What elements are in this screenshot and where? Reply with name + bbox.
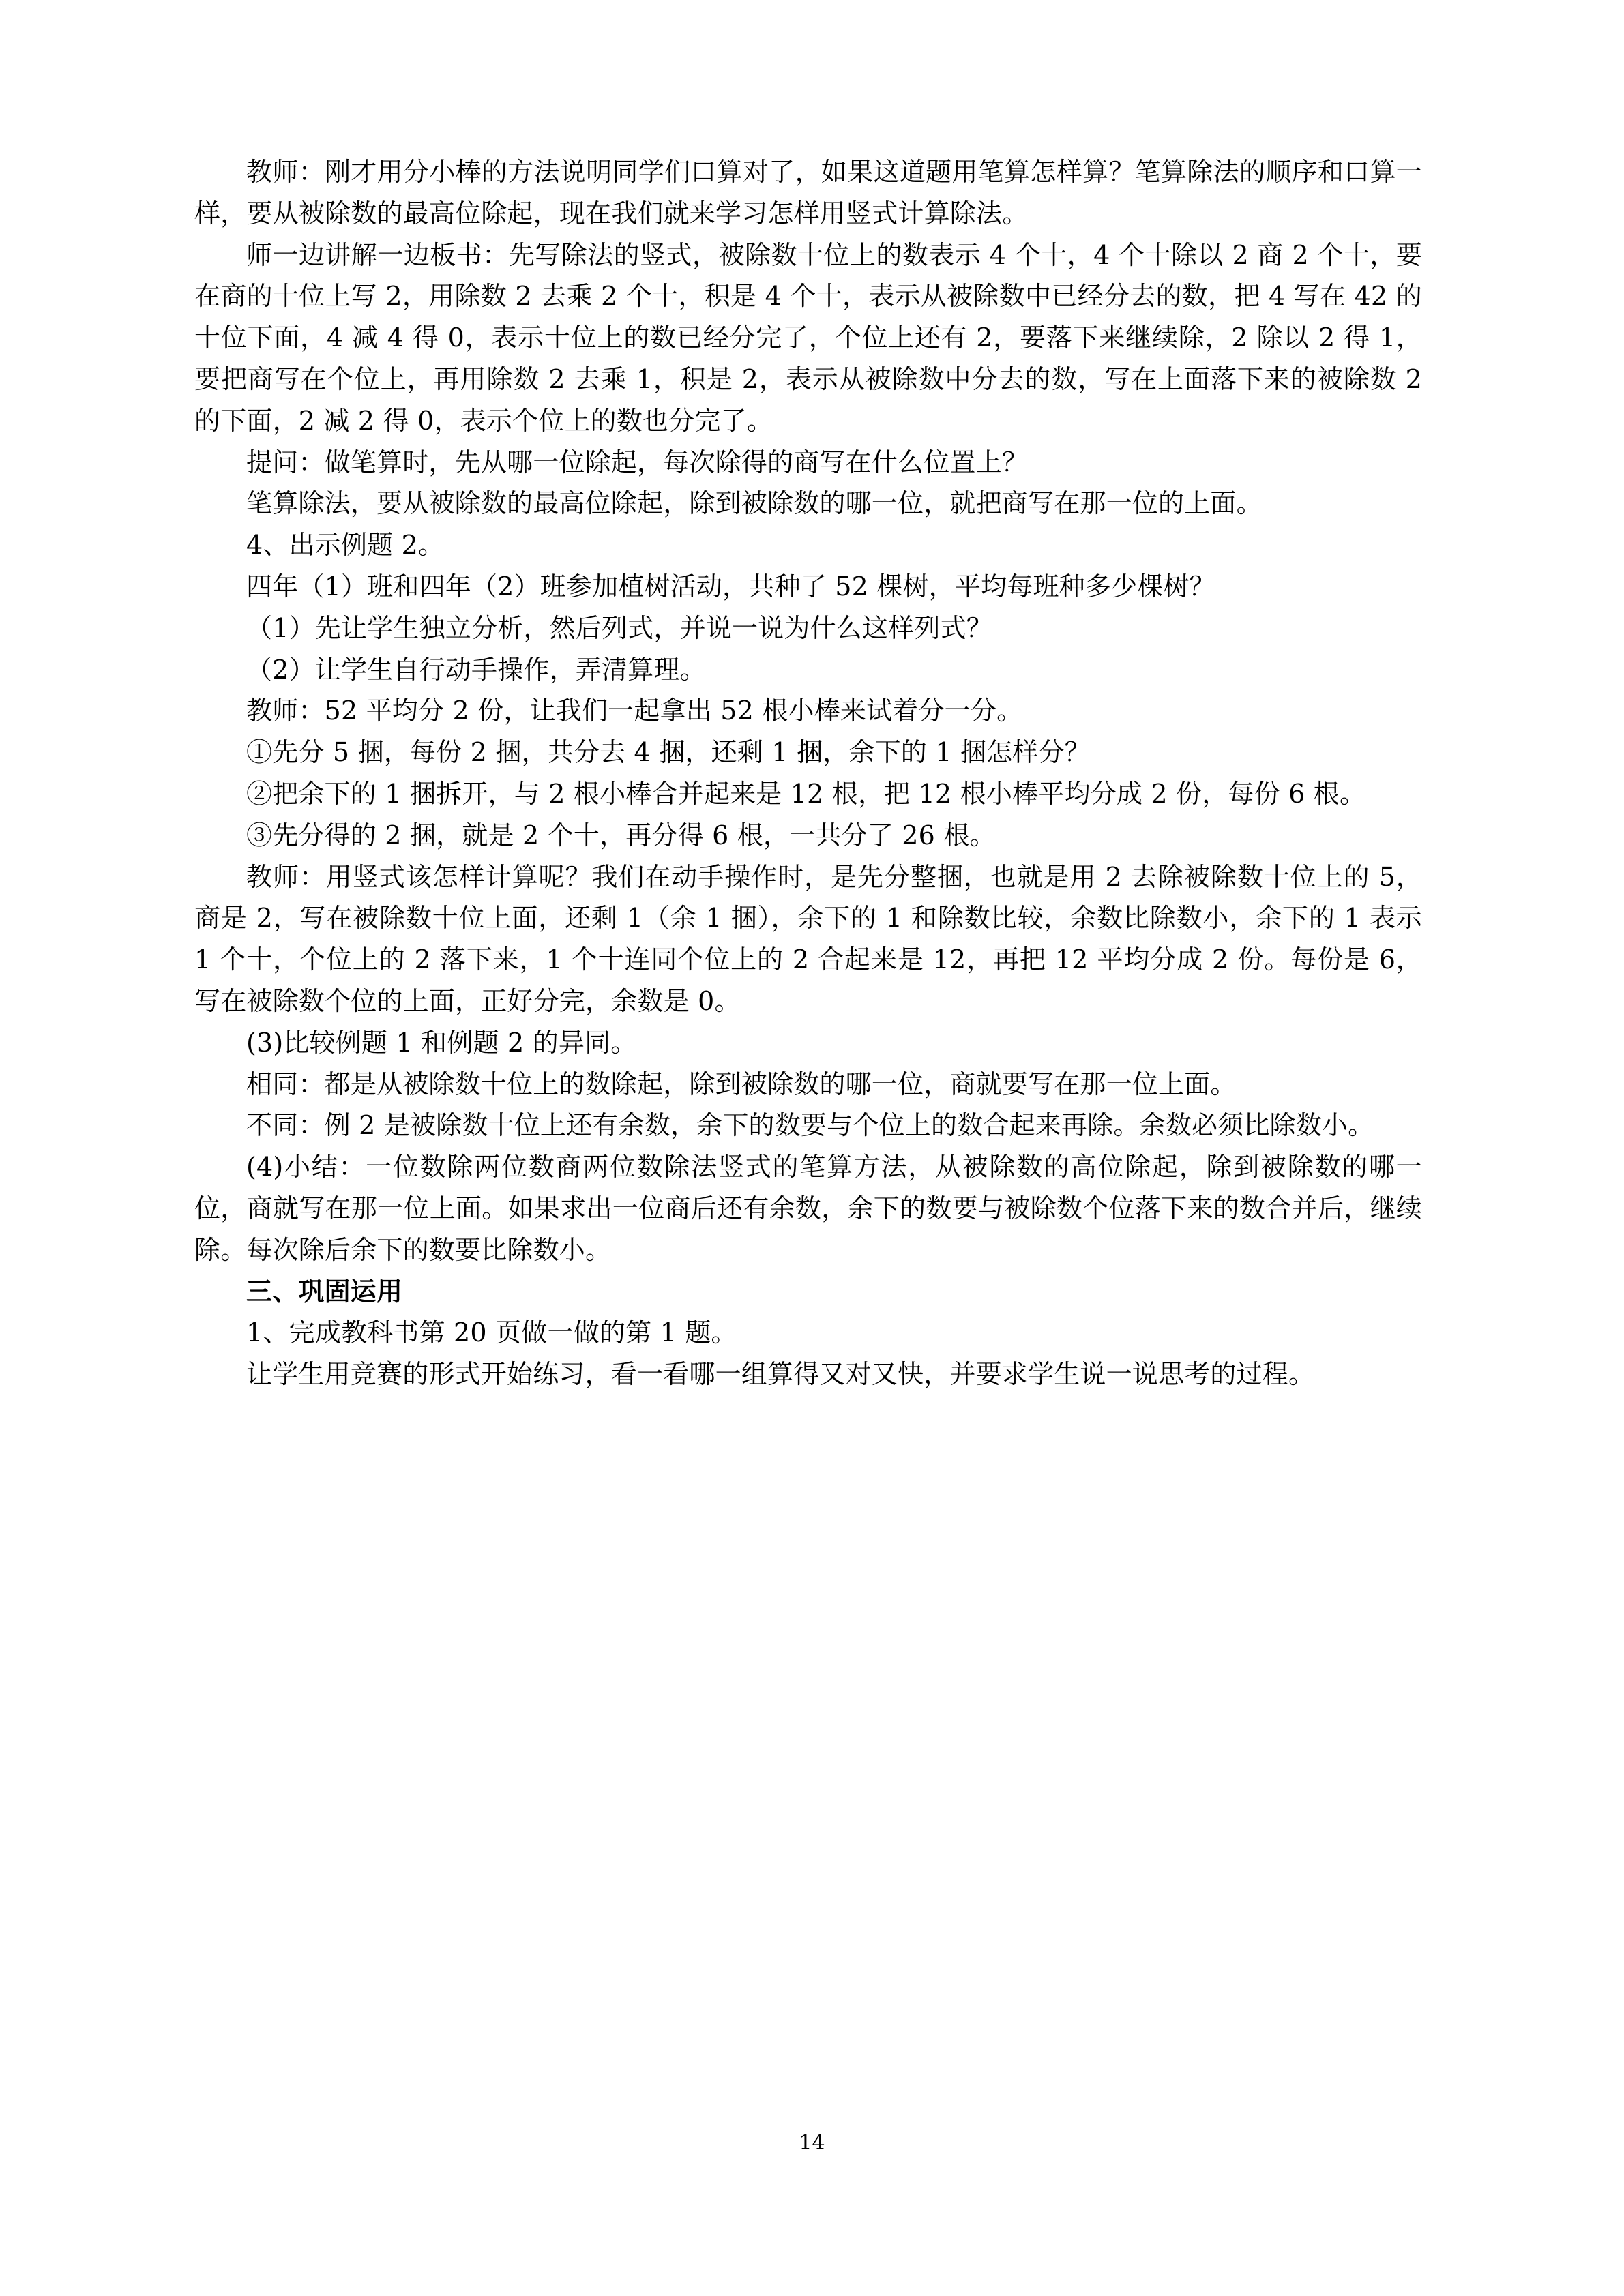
paragraph: ①先分 5 捆，每份 2 捆，共分去 4 捆，还剩 1 捆，余下的 1 捆怎样分？ [246, 737, 1091, 768]
page-number: 14 [799, 2131, 825, 2155]
paragraph: 4、出示例题 2。 [246, 530, 445, 561]
paragraph: 笔算除法，要从被除数的最高位除起，除到被除数的哪一位，就把商写在那一位的上面。 [246, 488, 1263, 519]
paragraph: 相同：都是从被除数十位上的数除起，除到被除数的哪一位，商就要写在那一位上面。 [246, 1069, 1237, 1099]
section-heading: 三、巩固运用 [246, 1275, 403, 1307]
paragraph: 提问：做笔算时，先从哪一位除起，每次除得的商写在什么位置上？ [246, 447, 1029, 477]
paragraph: 不同：例 2 是被除数十位上还有余数，余下的数要与个位上的数合起来再除。余数必须比除数小。 [246, 1110, 1374, 1141]
paragraph: ③先分得的 2 捆，就是 2 个十，再分得 6 根，一共分了 26 根。 [246, 820, 996, 850]
paragraph: （1）先让学生独立分析，然后列式，并说一说为什么这样列式？ [246, 612, 992, 643]
paragraph: 教师：刚才用分小棒的方法说明同学们口算对了，如果这道题用笔算怎样算？笔算除法的顺序和口算一样，要从被除数的最高位除起，现在我们就来学习怎样用竖式计算除法。 [194, 157, 1422, 228]
paragraph: 教师：用竖式该怎样计算呢？我们在动手操作时，是先分整捆，也就是用 2 去除被除数十位上的 5，商是 2，写在被除数十位上面，还剩 1（余 1 捆），余下的 1 和除数比较，余数比除数小，余下的 1 表示 1 个十，个位上的 2 落下来，1 个十连同个位上的 2 合起来是 12，再把 12 平均分成 2 份。每份是 6，写在被除数个位的上面，正好分完，余数是 0。 [194, 861, 1422, 1016]
paragraph: (4)小结：一位数除两位数商两位数除法竖式的笔算方法，从被除数的高位除起，除到被除数的哪一位，商就写在那一位上面。如果求出一位商后还有余数，余下的数要与被除数个位落下来的数合并后，继续除。每次除后余下的数要比除数小。 [194, 1152, 1422, 1265]
paragraph: 教师：52 平均分 2 份，让我们一起拿出 52 根小棒来试着分一分。 [246, 696, 1023, 726]
paragraph: ②把余下的 1 捆拆开，与 2 根小棒合并起来是 12 根，把 12 根小棒平均分成 2 份，每份 6 根。 [246, 778, 1366, 809]
paragraph: 1、完成教科书第 20 页做一做的第 1 题。 [246, 1317, 737, 1348]
paragraph: 四年（1）班和四年（2）班参加植树活动，共种了 52 棵树，平均每班种多少棵树？ [246, 571, 1215, 601]
paragraph: 让学生用竞赛的形式开始练习，看一看哪一组算得又对又快，并要求学生说一说思考的过程。 [246, 1359, 1315, 1390]
page-body-text [194, 151, 1422, 1395]
paragraph: （2）让学生自行动手操作，弄清算理。 [246, 654, 706, 685]
paragraph: (3)比较例题 1 和例题 2 的异同。 [246, 1027, 637, 1058]
paragraph: 师一边讲解一边板书：先写除法的竖式，被除数十位上的数表示 4 个十，4 个十除以 2 商 2 个十，要在商的十位上写 2，用除数 2 去乘 2 个十，积是 4 个十，表示从被除数中已经分去的数，把 4 写在 42 的十位下面，4 减 4 得 0，表示十位上的数已经分完了，个位上还有 2，要落下来继续除，2 除以 2 得 1，要把商写在个位上，再用除数 2 去乘 1，积是 2，表示从被除数中分去的数，写在上面落下来的被除数 2 的下面，2 减 2 得 0，表示个位上的数也分完了。 [194, 239, 1422, 436]
